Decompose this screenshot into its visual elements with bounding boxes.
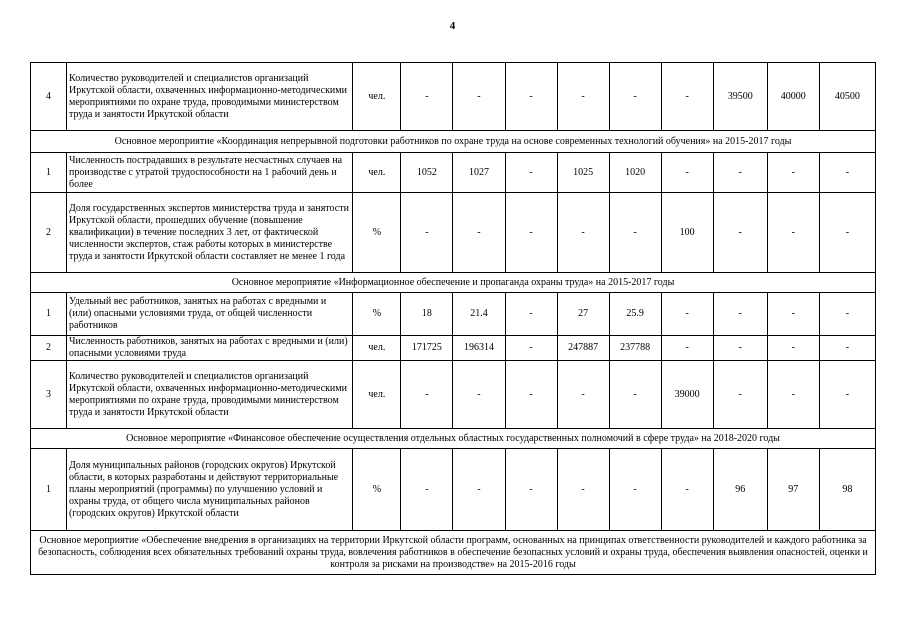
indicator-name: Количество руководителей и специалистов организаций Иркутской области, охваченных информационно-методическими мероприятиями по охране труда, проводимыми министерством труда и занятости Иркутской области: [67, 361, 353, 429]
section-title: Основное мероприятие «Финансовое обеспечение осуществления отдельных областных государственных полномочий в сфере труда» на 2018-2020 годы: [31, 429, 876, 449]
value-cell: -: [557, 63, 609, 131]
indicators-table: [30, 62, 876, 575]
value-cell: -: [713, 336, 767, 361]
unit-cell: %: [353, 449, 401, 531]
value-cell: -: [609, 193, 661, 273]
value-cell: -: [557, 449, 609, 531]
value-cell: -: [713, 293, 767, 336]
value-cell: -: [453, 449, 505, 531]
value-cell: -: [505, 361, 557, 429]
value-cell: -: [557, 193, 609, 273]
value-cell: 1027: [453, 153, 505, 193]
value-cell: -: [505, 293, 557, 336]
value-cell: -: [819, 361, 875, 429]
page-number: 4: [449, 20, 456, 32]
value-cell: -: [557, 361, 609, 429]
section-title: Основное мероприятие «Координация непрерывной подготовки работников по охране труда на основе современных технологий обучения» на 2015-2017 годы: [31, 131, 876, 153]
value-cell: 98: [819, 449, 875, 531]
value-cell: -: [453, 361, 505, 429]
table-row: [31, 336, 876, 361]
indicator-name: Доля муниципальных районов (городских округов) Иркутской области, в которых разработаны и действуют территориальные планы мероприятий (программы) по улучшению условий и охраны труда, от общего числа муниципальных районов (городских округов) Иркутской области: [67, 449, 353, 531]
value-cell: 100: [661, 193, 713, 273]
value-cell: -: [819, 293, 875, 336]
row-number: 1: [31, 449, 67, 531]
section-title: Основное мероприятие «Информационное обеспечение и пропаганда охраны труда» на 2015-2017 годы: [31, 273, 876, 293]
indicator-name: Численность пострадавших в результате несчастных случаев на производстве с утратой трудоспособности на 1 рабочий день и более: [67, 153, 353, 193]
value-cell: 247887: [557, 336, 609, 361]
table-row: [31, 449, 876, 531]
value-cell: -: [661, 293, 713, 336]
value-cell: 171725: [401, 336, 453, 361]
row-number: 2: [31, 193, 67, 273]
value-cell: -: [661, 63, 713, 131]
value-cell: 1025: [557, 153, 609, 193]
value-cell: 97: [767, 449, 819, 531]
value-cell: -: [819, 153, 875, 193]
value-cell: -: [505, 193, 557, 273]
value-cell: 27: [557, 293, 609, 336]
table-row: [31, 361, 876, 429]
row-number: 4: [31, 63, 67, 131]
row-number: 2: [31, 336, 67, 361]
value-cell: -: [401, 361, 453, 429]
value-cell: -: [661, 153, 713, 193]
value-cell: 40500: [819, 63, 875, 131]
unit-cell: чел.: [353, 153, 401, 193]
indicator-name: Количество руководителей и специалистов организаций Иркутской области, охваченных информационно-методическими мероприятиями по охране труда, проводимыми министерством труда и занятости Иркутской области: [67, 63, 353, 131]
unit-cell: чел.: [353, 63, 401, 131]
value-cell: -: [767, 193, 819, 273]
value-cell: -: [401, 63, 453, 131]
unit-cell: %: [353, 293, 401, 336]
value-cell: 25.9: [609, 293, 661, 336]
value-cell: -: [767, 361, 819, 429]
value-cell: -: [767, 153, 819, 193]
table-row: [31, 193, 876, 273]
value-cell: -: [453, 63, 505, 131]
table-row: [31, 63, 876, 131]
value-cell: -: [505, 63, 557, 131]
value-cell: -: [609, 63, 661, 131]
value-cell: 1020: [609, 153, 661, 193]
row-number: 3: [31, 361, 67, 429]
value-cell: -: [661, 449, 713, 531]
value-cell: 1052: [401, 153, 453, 193]
indicator-name: Численность работников, занятых на работах с вредными и (или) опасными условиями труда: [67, 336, 353, 361]
value-cell: -: [713, 193, 767, 273]
value-cell: -: [505, 336, 557, 361]
value-cell: -: [661, 336, 713, 361]
value-cell: 21.4: [453, 293, 505, 336]
unit-cell: чел.: [353, 336, 401, 361]
section-row: [31, 273, 876, 293]
row-number: 1: [31, 153, 67, 193]
value-cell: -: [819, 193, 875, 273]
table-row: [31, 153, 876, 193]
row-number: 1: [31, 293, 67, 336]
value-cell: -: [713, 361, 767, 429]
value-cell: -: [453, 193, 505, 273]
value-cell: 39500: [713, 63, 767, 131]
value-cell: 196314: [453, 336, 505, 361]
unit-cell: %: [353, 193, 401, 273]
section-title: Основное мероприятие «Обеспечение внедрения в организациях на территории Иркутской области программ, основанных на принципах ответственности руководителей и каждого работника за безопасность, соблюдения всех обязательных требований охраны труда, вовлечения работников в обеспечение безопасных условий и охраны труда, обеспечения выявления опасностей, оценки и контроля за рисками на производстве» на 2015-2016 годы: [31, 531, 876, 575]
section-row: [31, 429, 876, 449]
value-cell: -: [401, 193, 453, 273]
unit-cell: чел.: [353, 361, 401, 429]
value-cell: 40000: [767, 63, 819, 131]
value-cell: 237788: [609, 336, 661, 361]
table-body: [31, 63, 876, 575]
value-cell: -: [609, 449, 661, 531]
value-cell: 96: [713, 449, 767, 531]
value-cell: -: [505, 449, 557, 531]
value-cell: 18: [401, 293, 453, 336]
value-cell: -: [713, 153, 767, 193]
section-row: [31, 131, 876, 153]
value-cell: -: [401, 449, 453, 531]
value-cell: -: [767, 336, 819, 361]
section-row: [31, 531, 876, 575]
indicator-name: Удельный вес работников, занятых на работах с вредными и (или) опасными условиями труда, от общей численности работников: [67, 293, 353, 336]
value-cell: -: [767, 293, 819, 336]
value-cell: -: [819, 336, 875, 361]
indicator-name: Доля государственных экспертов министерства труда и занятости Иркутской области, прошедших обучение (повышение квалификации) в течение последних 3 лет, от фактической численности экспертов, стаж работы которых в министерстве труда и занятости Иркутской области составляет не менее 1 года: [67, 193, 353, 273]
value-cell: -: [505, 153, 557, 193]
value-cell: -: [609, 361, 661, 429]
value-cell: 39000: [661, 361, 713, 429]
table-row: [31, 293, 876, 336]
